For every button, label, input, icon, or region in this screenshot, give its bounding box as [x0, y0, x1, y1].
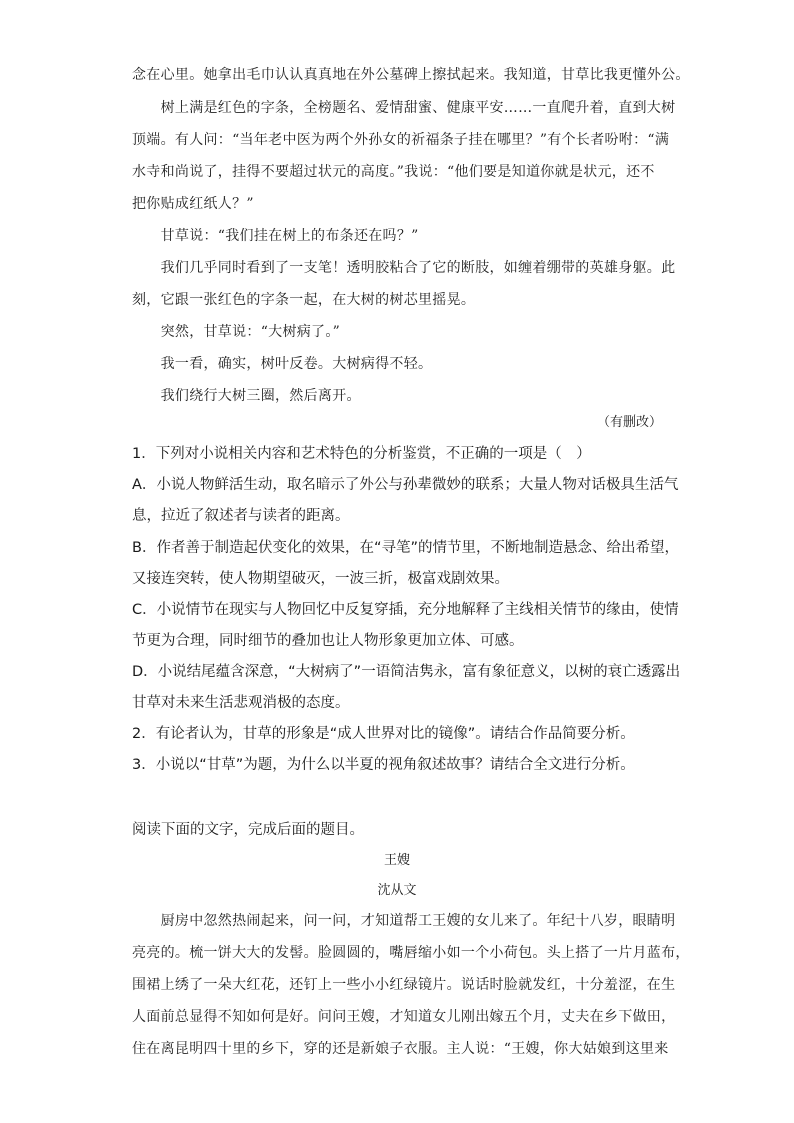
question-3: 3．小说以“甘草”为题，为什么以半夏的视角叙述故事？请结合全文进行分析。 — [132, 757, 635, 773]
passage-line: 亮亮的。梳一饼大大的发髻。脸圆圆的，嘴唇缩小如一个小荷包。头上搭了一片月蓝布， — [132, 945, 690, 961]
passage-line: 人面前总显得不知如何是好。问问王嫂，才知道女儿刚出嫁五个月，丈夫在乡下做田， — [132, 1009, 676, 1025]
reading-instruction: 阅读下面的文字，完成后面的题目。 — [132, 822, 364, 838]
story-line: 念在心里。她拿出毛巾认认真真地在外公墓碑上擦拭起来。我知道，甘草比我更懂外公。 — [132, 67, 690, 83]
story-line: 我一看，确实，树叶反卷。大树病得不轻。 — [132, 356, 433, 372]
story-line: 刻，它跟一张红色的字条一起，在大树的树芯里摇晃。 — [132, 292, 476, 308]
story-line: 顶端。有人问：“当年老中医为两个外孙女的祈福条子挂在哪里？”有个长者吩咐：“满 — [132, 132, 670, 148]
story-line: 甘草说：“我们挂在树上的布条还在吗？” — [132, 228, 419, 244]
story-line: 我们绕行大树三圈，然后离开。 — [132, 388, 361, 404]
option-c: C．小说情节在现实与人物回忆中反复穿插，充分地解释了主线相关情节的缘由，使情 — [132, 602, 679, 618]
option-a: A．小说人物鲜活生动，取名暗示了外公与孙辈微妙的联系；大量人物对话极具生活气 — [132, 477, 679, 493]
story-line: 我们几乎同时看到了一支笔！透明胶粘合了它的断肢，如缠着绷带的英雄身躯。此 — [132, 260, 676, 276]
story-line: 水寺和尚说了，挂得不要超过状元的高度。”我说：“他们要是知道你就是状元，还不 — [132, 164, 655, 180]
option-b: B．作者善于制造起伏变化的效果，在“寻笔”的情节里，不断地制造悬念、给出希望， — [132, 540, 679, 556]
option-d-cont: 甘草对未来生活悲观消极的态度。 — [132, 695, 350, 711]
story-line: 树上满是红色的字条，全榜题名、爱情甜蜜、健康平安……一直爬升着，直到大树 — [132, 100, 676, 116]
passage-line: 围裙上绣了一朵大红花，还钉上一些小小红绿镜片。说话时脸就发红，十分羞涩，在生 — [132, 977, 676, 993]
story-line: 把你贴成红纸人？” — [132, 196, 254, 212]
option-b-cont: 又接连突转，使人物期望破灭，一波三折，极富戏剧效果。 — [132, 571, 509, 587]
question-2: 2．有论者认为，甘草的形象是“成人世界对比的镜像”。请结合作品简要分析。 — [132, 726, 635, 742]
passage-author: 沈从文 — [377, 883, 417, 898]
option-a-cont: 息，拉近了叙述者与读者的距离。 — [132, 508, 350, 524]
passage-line: 厨房中忽然热闹起来，问一问，才知道帮工王嫂的女儿来了。年纪十八岁，眼睛明 — [132, 913, 676, 929]
question-1: 1．下列对小说相关内容和艺术特色的分析鉴赏，不正确的一项是（ ） — [132, 446, 591, 462]
option-d: D．小说结尾蕴含深意，“大树病了”一语简洁隽永，富有象征意义，以树的衰亡透露出 — [132, 664, 681, 680]
passage-line: 住在离昆明四十里的乡下，穿的还是新娘子衣服。主人说：“王嫂，你大姑娘到这里来 — [132, 1041, 669, 1057]
passage-title: 王嫂 — [383, 853, 410, 868]
edit-note: （有删改） — [596, 415, 662, 430]
option-c-cont: 节更为合理，同时细节的叠加也让人物形象更加立体、可感。 — [132, 633, 524, 649]
story-line: 突然，甘草说：“大树病了。” — [132, 324, 341, 340]
